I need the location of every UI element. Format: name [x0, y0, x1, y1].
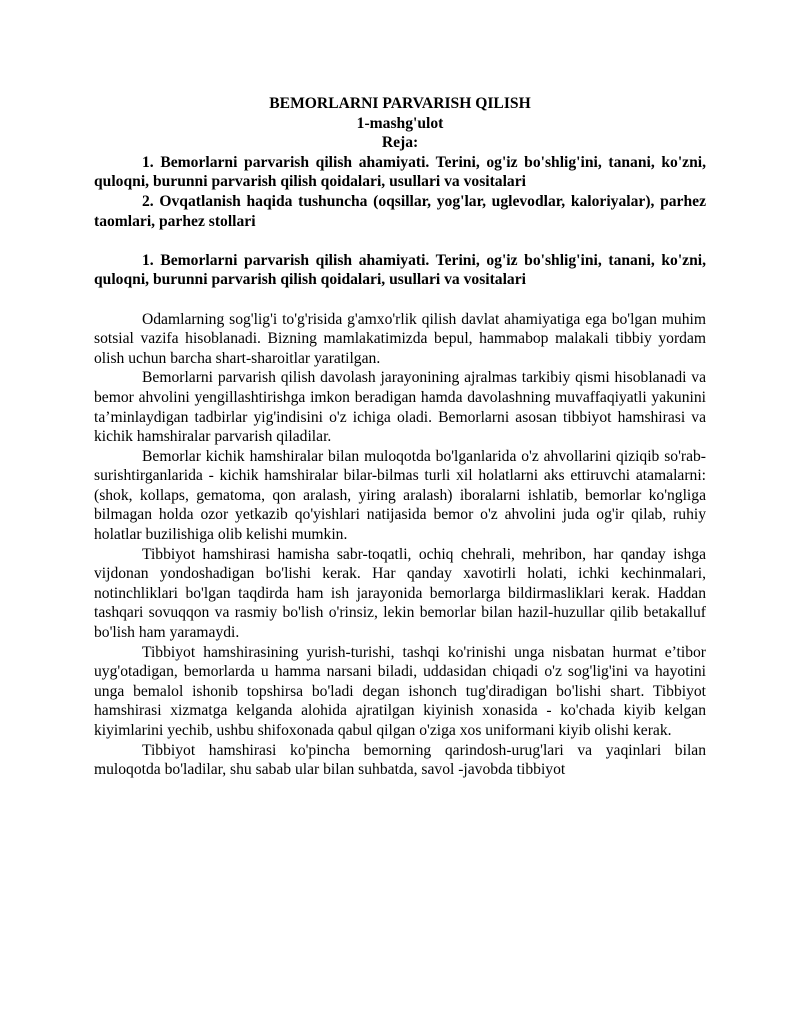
body-paragraph: Bemorlar kichik hamshiralar bilan muloqotda bo'lganlarida o'z ahvollarini qiziqib so'rab-surishtirganlarida - kichik hamshiralar bilar-bilmas turli xil holatlarni aks ettiruvchi atamalarni: (shok, kollaps, gematoma, qon aralash, yiring aralash) iboralarni ishlatib, bemorlar ko'ngliga bilmagan holda ozor yetkazib qo'yishlari natijasida bemor o'z ahvolini juda og'ir qilab, ruhiy holatlar buzilishiga olib kelishi mumkin. — [94, 447, 706, 544]
body-paragraph: Odamlarning sog'lig'i to'g'risida g'amxo'rlik qilish davlat ahamiyatiga ega bo'lgan muhim sotsial vazifa hisoblanadi. Bizning mamlakatimizda bepul, hammabop malakali tibbiy yordam olish uchun barcha shart-sharoitlar yaratilgan. — [94, 310, 706, 367]
body-paragraph: Tibbiyot hamshirasi hamisha sabr-toqatli, ochiq chehrali, mehribon, har qanday ishga vijdonan yondoshadigan bo'lishi kerak. Har qanday xavotirli holati, ichki kechinmalari, notinchliklari bo'lgan taqdirda ham ish jarayonida bemorlarga bildirmasliklari kerak. Haddan tashqari sovuqqon va rasmiy bo'lish o'rinsiz, lekin bemorlar bilan hazil-huzullar qilib betakalluf bo'lish ham yaramaydi. — [94, 545, 706, 642]
lesson-label: 1-mashg'ulot — [356, 114, 444, 132]
body-paragraph: Bemorlarni parvarish qilish davolash jarayonining ajralmas tarkibiy qismi hisoblanadi va bemor ahvolini yengillashtirishga imkon beradigan hamda davolashning muvaffaqiyatli yakunini ta’minlaydigan tadbirlar yig'indisini o'z ichiga oladi. Bemorlarni asosan tibbiyot hamshirasi va kichik hamshiralar parvarish qiladilar. — [94, 369, 706, 446]
plan-item: 2. Ovqatlanish haqida tushuncha (oqsillar, yog'lar, uglevodlar, kaloriyalar), parhez taomlari, parhez stollari — [94, 192, 706, 230]
plan-label: Reja: — [381, 134, 419, 152]
section-heading: 1. Bemorlarni parvarish qilish ahamiyati. Terini, og'iz bo'shlig'ini, tanani, ko'zni, quloqni, burunni parvarish qilish qoidalari, usullari va vositalari — [94, 251, 706, 289]
body-paragraph: Tibbiyot hamshirasi ko'pincha bemorning qarindosh-urug'lari va yaqinlari bilan muloqotda bo'ladilar, shu sabab ular bilan suhbatda, savol -javobda tibbiyot — [94, 741, 706, 779]
body-paragraph: Tibbiyot hamshirasining yurish-turishi, tashqi ko'rinishi unga nisbatan hurmat e’tibor uyg'otadigan, bemorlarda u hamma narsani biladi, uddasidan chiqadi o'z sog'lig'ini va hayotini unga bemalol ishonib topshirsa bo'ladi degan ishonch tug'diradigan bo'lishi shart. Tibbiyot hamshirasi xizmatga kelganda alohida ajratilgan kiyinish xonasida - ko'chada kiyib kelgan kiyimlarini yechib, ushbu shifoxonada qabul qilgan o'ziga xos uniformani kiyib olishi kerak. — [94, 643, 706, 739]
document-page — [94, 94, 706, 780]
spacer — [94, 231, 706, 251]
document-title: BEMORLARNI PARVARISH QILISH — [269, 95, 531, 112]
spacer — [94, 290, 706, 310]
plan-item: 1. Bemorlarni parvarish qilish ahamiyati. Terini, og'iz bo'shlig'ini, tanani, ko'zni, quloqni, burunni parvarish qilish qoidalari, usullari va vositalari — [94, 153, 706, 191]
